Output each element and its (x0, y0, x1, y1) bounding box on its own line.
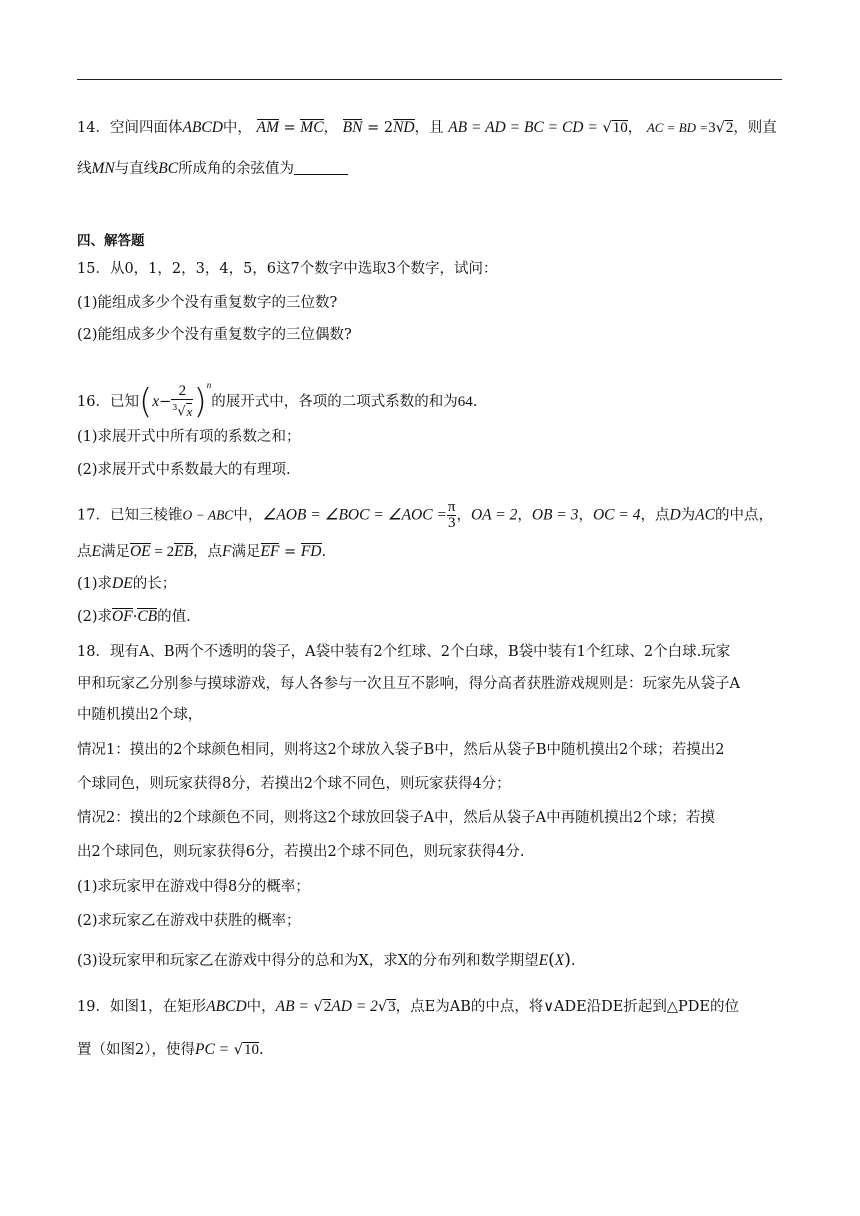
point-d: D (669, 506, 681, 524)
q17-text: 满足 (100, 544, 130, 560)
q19-line-2: 置（如图2），使得PC = √10. (77, 1041, 264, 1058)
q18-text: . (570, 953, 576, 969)
coef-3: 3 (708, 120, 716, 136)
q17-text: 的中点， (714, 507, 773, 524)
q18-line-1: 18．现有A、B两个不透明的袋子，A袋中装有2个红球、2个白球，B袋中装有1个红球、2个白球.玩家 (77, 644, 731, 660)
q19-text: 中， (246, 999, 276, 1015)
line-bc: BC (158, 160, 179, 177)
q19-text: . (259, 1042, 264, 1058)
ab-eq: AB = (275, 998, 309, 1015)
sqrt-2: 2 (323, 999, 332, 1015)
right-paren: ) (193, 382, 207, 422)
q17-text: ，点 (193, 544, 223, 560)
q14-diag-eq: AC = BD = (646, 120, 709, 135)
exponent-n: n (206, 380, 212, 390)
vector-am: AM (256, 119, 279, 136)
q16-text: 16．已知 (77, 394, 139, 410)
pc-eq: PC = (194, 1041, 230, 1058)
q16-part-2: (2)求展开式中系数最大的有理项. (77, 462, 291, 478)
tetrahedron: O − ABC (182, 507, 234, 523)
sqrt-10: 10 (612, 120, 628, 136)
q16-part-1: (1)求展开式中所有项的系数之和； (77, 429, 301, 445)
left-paren: ( (138, 382, 153, 422)
q17-part-1 (77, 574, 176, 594)
q15-part-1: (1)能组成多少个没有重复数字的三位数? (77, 295, 338, 311)
rect-abcd: ABCD (206, 998, 247, 1015)
pi-over-3 (447, 500, 457, 531)
q17-text: (1)求 (77, 576, 113, 592)
q17-text: 点 (77, 544, 92, 560)
q18-text: (3)设玩家甲和玩家乙在游戏中得分的总和为X，求X的分布列和数学期望 (77, 953, 539, 969)
ad-eq: AD = 2 (331, 998, 378, 1015)
answer-blank[interactable] (294, 160, 348, 175)
q14-line-1: 14．空间四面体ABCD中， AM = MC， BN = 2ND，且 AB = AD = BC = CD = √10， AC = BD =3√2，则直 (77, 119, 777, 136)
minus-sign: − (159, 394, 172, 410)
q18-line-6: 情况2：摸出的2个球颜色不同，则将这2个球放回袋子A中，然后从袋子A中再随机摸出2个球；若摸 (77, 810, 715, 826)
ob-eq: OB = 3 (531, 506, 579, 524)
frac-denominator: $^3$√x (172, 403, 193, 420)
segment-de: DE (112, 575, 133, 592)
vector-ef: EF (260, 543, 280, 560)
q17-text: 为 (680, 507, 696, 524)
q17-text: 17．已知三棱锥 (77, 507, 183, 524)
sqrt-10: 10 (244, 1042, 259, 1058)
q14-text: 14．空间四面体 (77, 120, 183, 136)
q17-text: . (321, 544, 327, 560)
q19-line-1: 19．如图1，在矩形ABCD中，AB = √2AD = 2√3，点E为AB的中点，将∨ADE沿DE折起到△PDE的位 (77, 998, 740, 1015)
eq-2: = 2 (150, 544, 175, 560)
var-x: x (152, 393, 160, 410)
q14-abcd: ABCD (182, 119, 223, 136)
q17-line-1: 17．已知三棱锥O − ABC中，∠AOB = ∠BOC = ∠AOC = $\frac{\pi}{3}$ ，OA = 2，OB = 3，OC = 4，点D为AC的中点， (77, 499, 773, 531)
frac-numerator: 2 (171, 384, 193, 400)
q14-text: 线 (77, 161, 92, 177)
vector-eb: EB (174, 543, 194, 560)
q18-line-7: 出2个球同色，则玩家获得6分，若摸出2个球不同色，则玩家获得4分. (77, 844, 525, 860)
value-64: 64 (457, 394, 473, 410)
vector-oe: OE (129, 543, 151, 560)
oc-eq: OC = 4 (592, 506, 641, 524)
sqrt-2: 2 (725, 120, 734, 136)
vector-of: OF (112, 608, 133, 625)
q17-part-2: (2)求OF·CB的值. (77, 608, 191, 625)
q17-text: 的值. (157, 609, 191, 625)
angle-equation: ∠AOB = ∠BOC = ∠AOC = (262, 506, 447, 524)
q18-part-1: (1)求玩家甲在游戏中得8分的概率； (77, 879, 310, 895)
q16-stem (77, 367, 477, 420)
root-var: x (186, 403, 193, 419)
point-f: F (222, 543, 232, 560)
vector-nd: ND (393, 119, 415, 136)
segment-ac: AC (695, 506, 715, 524)
q16-text: 的展开式中，各项的二项式系数的和为 (211, 394, 458, 410)
q18-line-2: 甲和玩家乙分别参与摸球游戏，每人各参与一次且互不影响，得分高者获胜游戏规则是：玩家先从袋子A (77, 676, 740, 692)
header-rule (77, 79, 782, 80)
q19-text: 置（如图2），使得 (77, 1042, 195, 1058)
q17-text: 中， (233, 507, 263, 524)
section-title: 四、解答题 (77, 233, 145, 249)
pi: π (447, 499, 456, 515)
q17-text: (2)求 (77, 609, 113, 625)
fraction (171, 384, 193, 419)
q14-text: 所成角的余弦值为 (178, 161, 295, 177)
q15-part-2: (2)能组成多少个没有重复数字的三位偶数? (77, 327, 352, 343)
q16-text: . (472, 394, 478, 410)
q18-part-3: (3)设玩家甲和玩家乙在游戏中得分的总和为X，求X的分布列和数学期望E(X). (77, 950, 576, 970)
q14-text: 中， (222, 120, 252, 136)
q17-line-2: 点E满足OE = 2EB，点F满足EF = FD. (77, 543, 327, 560)
vector-bn: BN (342, 119, 363, 136)
line-mn: MN (91, 160, 115, 177)
vector-cb: CB (137, 608, 158, 625)
vector-mc: MC (300, 119, 324, 136)
three: 3 (447, 515, 456, 531)
expectation-e: E (538, 952, 549, 969)
q17-text: 的长； (132, 576, 177, 592)
point-e: E (91, 543, 101, 560)
q18-line-4: 情况1：摸出的2个球颜色相同，则将这2个球放入袋子B中，然后从袋子B中随机摸出2个球；若摸出2 (77, 742, 725, 758)
sqrt-3: 3 (388, 999, 396, 1015)
q14-text: ，则直 (733, 120, 777, 136)
var-x: X (554, 952, 565, 969)
q18-line-3: 中随机摸出2个球， (77, 707, 203, 723)
q15-stem: 15．从0，1，2，3，4，5，6这7个数字中选取3个数字，试问： (77, 261, 498, 277)
q14-line-2 (77, 159, 348, 179)
root-index: 3 (172, 403, 178, 413)
q17-text: ，点 (640, 507, 670, 524)
q14-text: 与直线 (114, 161, 159, 177)
q17-text: 满足 (231, 544, 261, 560)
q14-edge-eq: AB = AD = BC = CD = (448, 119, 598, 136)
q18-part-2: (2)求玩家乙在游戏中获胜的概率； (77, 913, 301, 929)
q14-text: ，且 (414, 120, 444, 136)
q18-line-5: 个球同色，则玩家获得8分，若摸出2个球不同色，则玩家获得4分； (77, 776, 511, 792)
vector-fd: FD (300, 543, 322, 560)
q19-text: ，点E为AB的中点，将∨ADE沿DE折起到△PDE的位 (395, 999, 740, 1015)
oa-eq: OA = 2 (470, 506, 518, 524)
q19-text: 19．如图1，在矩形 (77, 999, 207, 1015)
